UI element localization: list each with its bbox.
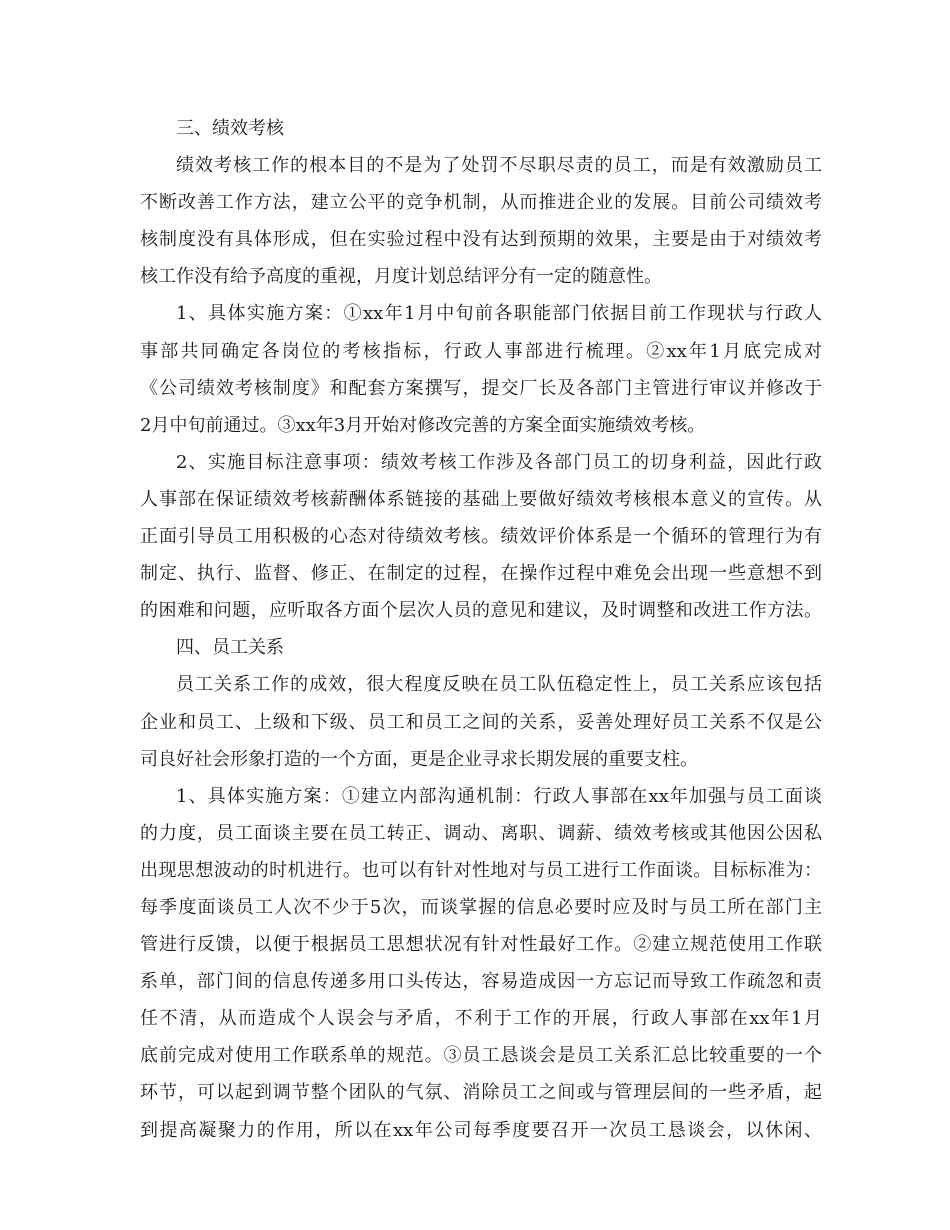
- text-line: 正面引导员工用积极的心态对待绩效考核。绩效评价体系是一个循环的管理行为有: [140, 526, 822, 548]
- text-line: 绩效考核工作的根本目的不是为了处罚不尽职尽责的员工，而是有效激励员工: [176, 155, 822, 177]
- text-line: 四、员工关系: [176, 637, 284, 659]
- text-line: 2、实施目标注意事项：绩效考核工作涉及各部门员工的切身利益，因此行政: [176, 451, 822, 473]
- text-line: 核工作没有给予高度的重视，月度计划总结评分有一定的随意性。: [140, 266, 662, 288]
- text-line: 环节，可以起到调节整个团队的气氛、消除员工之间或与管理层间的一些矛盾，起: [140, 1082, 822, 1104]
- text-line: 的力度，员工面谈主要在员工转正、调动、离职、调薪、绩效考核或其他因公因私: [140, 822, 822, 844]
- text-line: 管进行反馈，以便于根据员工思想状况有针对性最好工作。②建立规范使用工作联: [140, 934, 822, 956]
- text-line: 事部共同确定各岗位的考核指标，行政人事部进行梳理。②xx年1月底完成对: [140, 340, 822, 362]
- text-line: 司良好社会形象打造的一个方面，更是企业寻求长期发展的重要支柱。: [140, 748, 698, 770]
- text-line: 2月中旬前通过。③xx年3月开始对修改完善的方案全面实施绩效考核。: [140, 414, 706, 436]
- text-line: 核制度没有具体形成，但在实验过程中没有达到预期的效果，主要是由于对绩效考: [140, 229, 822, 251]
- text-line: 出现思想波动的时机进行。也可以有针对性地对与员工进行工作面谈。目标标准为：: [140, 859, 822, 881]
- text-line: 企业和员工、上级和下级、员工和员工之间的关系，妥善处理好员工关系不仅是公: [140, 711, 822, 733]
- text-line: 人事部在保证绩效考核薪酬体系链接的基础上要做好绩效考核根本意义的宣传。从: [140, 488, 822, 510]
- text-line: 员工关系工作的成效，很大程度反映在员工队伍稳定性上，员工关系应该包括: [176, 674, 822, 696]
- text-line: 每季度面谈员工人次不少于5次，而谈掌握的信息必要时应及时与员工所在部门主: [140, 896, 822, 918]
- text-line: 到提高凝聚力的作用，所以在xx年公司每季度要召开一次员工恳谈会，以休闲、: [140, 1119, 822, 1141]
- text-line: 三、绩效考核: [176, 118, 284, 139]
- text-line: 底前完成对使用工作联系单的规范。③员工恳谈会是员工关系汇总比较重要的一个: [140, 1045, 822, 1067]
- text-line: 1、具体实施方案：①xx年1月中旬前各职能部门依据目前工作现状与行政人: [176, 303, 822, 325]
- text-line: 系单，部门间的信息传递多用口头传达，容易造成因一方忘记而导致工作疏忽和责: [140, 971, 822, 993]
- text-line: 任不清，从而造成个人误会与矛盾，不利于工作的开展，行政人事部在xx年1月: [140, 1008, 822, 1030]
- text-line: 《公司绩效考核制度》和配套方案撰写，提交厂长及各部门主管进行审议并修改于: [140, 377, 822, 399]
- document-page: [140, 110, 822, 1149]
- text-line: 不断改善工作方法，建立公平的竞争机制，从而推进企业的发展。目前公司绩效考: [140, 192, 822, 214]
- text-line: 的困难和问题，应听取各方面个层次人员的意见和建议，及时调整和改进工作方法。: [140, 600, 822, 622]
- text-line: 制定、执行、监督、修正、在制定的过程，在操作过程中难免会出现一些意想不到: [140, 563, 822, 585]
- text-line: 1、具体实施方案：①建立内部沟通机制：行政人事部在xx年加强与员工面谈: [176, 785, 822, 807]
